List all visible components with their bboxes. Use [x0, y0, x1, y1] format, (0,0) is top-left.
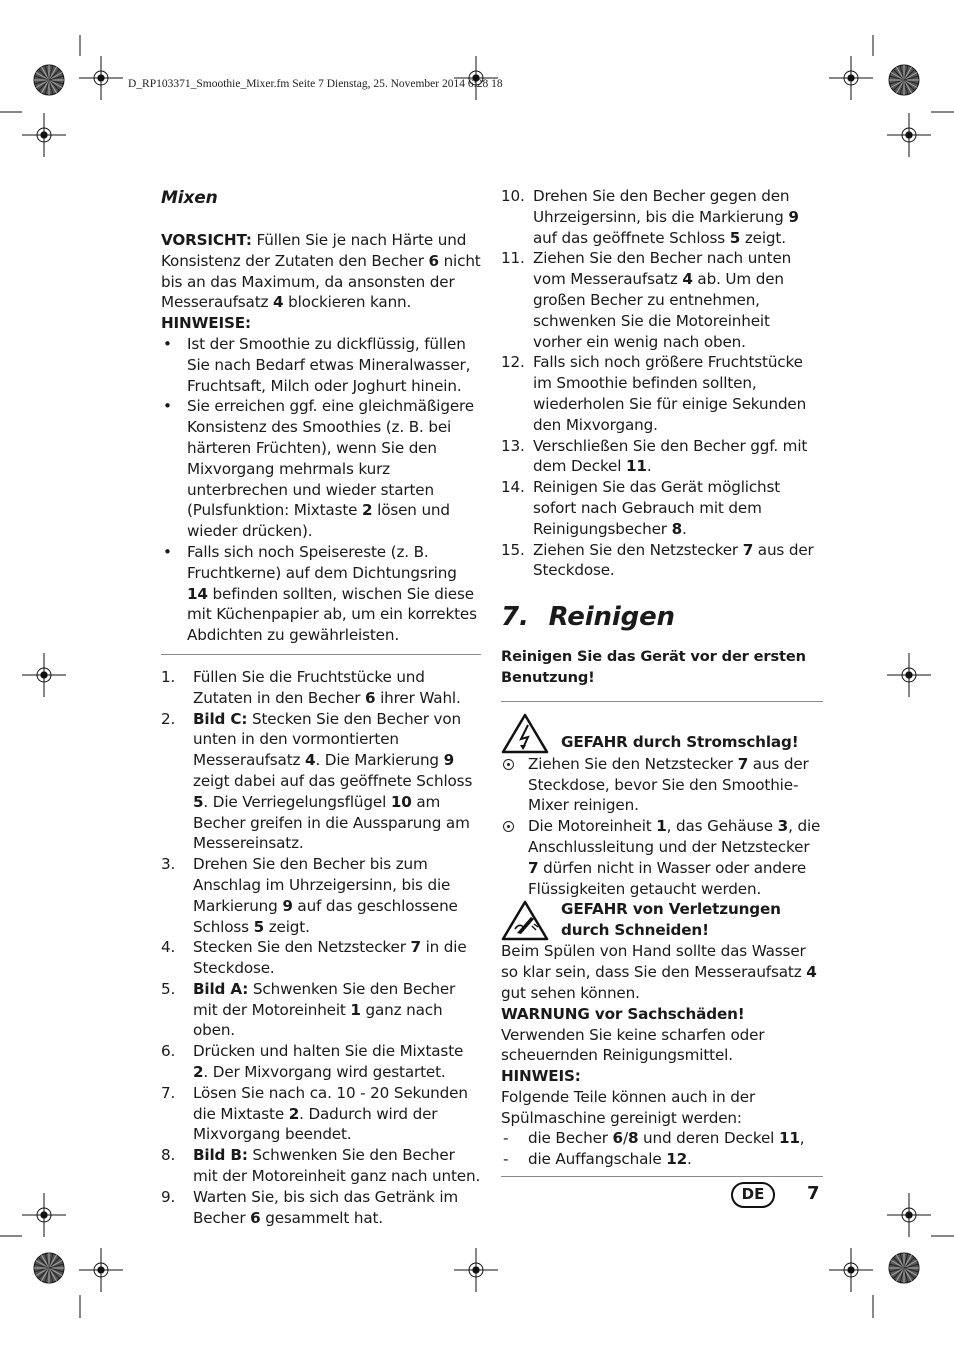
text-run: blockieren kann.	[283, 293, 412, 312]
step-number: 7.	[161, 1083, 176, 1102]
text-run: Lösen Sie nach ca. 10 - 20 Sekunden die Mixtaste	[193, 1083, 468, 1123]
reference-number: 1	[350, 1000, 361, 1019]
text-run: befinden sollten, wischen Sie diese mit Küchenpapier ab, um ein korrektes Abdichten zu gewährleisten.	[187, 584, 477, 645]
notes-label: HINWEISE:	[161, 314, 251, 333]
list-item	[161, 667, 481, 709]
step-number: 4.	[161, 938, 176, 957]
text-run: Ziehen Sie den Netzstecker	[528, 754, 738, 773]
step-number: 12.	[501, 353, 525, 372]
text-run: Sie erreichen ggf. eine gleichmäßigere Konsistenz des Smoothies (z. B. bei härteren Früchten), wenn Sie den Mixvorgang mehrmals kurz unterbrechen und wieder starten (Pulsfunktion: Mixtaste	[187, 397, 474, 520]
mixing-steps-list-continued	[501, 186, 823, 581]
list-item	[161, 334, 481, 396]
caution-paragraph	[161, 230, 481, 313]
reference-number: 7	[410, 938, 421, 957]
section-heading	[501, 601, 823, 633]
reference-number: 7	[737, 754, 749, 773]
reference-number: 8	[627, 1129, 639, 1148]
list-item	[501, 816, 823, 899]
text-run: .	[646, 457, 652, 476]
language-badge: DE	[731, 1182, 775, 1208]
text-run: am Becher greifen in die Aussparung am Messereinsatz.	[193, 792, 470, 853]
list-item	[501, 1128, 823, 1149]
dishwasher-parts-list	[501, 1128, 823, 1170]
reference-number: 4	[682, 270, 693, 289]
reference-number: 14	[187, 584, 208, 603]
reference-number: 9	[788, 207, 799, 226]
text-run: . Dadurch wird der Mixvorgang beendet.	[193, 1104, 438, 1144]
step-number: 5.	[161, 979, 176, 998]
reference-number: 5	[193, 792, 204, 811]
reference-number: 6	[250, 1208, 261, 1227]
step-number: 10.	[501, 187, 525, 205]
reference-number: 10	[390, 792, 412, 811]
left-column	[161, 186, 481, 1228]
text-run: zeigt.	[264, 917, 310, 936]
text-run: Beim Spülen von Hand sollte das Wasser so klar sein, dass Sie den Messeraufsatz	[501, 942, 807, 982]
text-run: . Die Markierung	[315, 751, 444, 770]
text-run: Füllen Sie je nach Härte und Konsistenz der Zutaten den Becher	[161, 231, 467, 270]
text-run: Drehen Sie den Becher gegen den Uhrzeigersinn, bis die Markierung	[533, 187, 790, 226]
list-item	[161, 1041, 481, 1083]
mixing-steps-list	[161, 667, 481, 1229]
text-run: aus der Steckdose.	[533, 540, 814, 580]
list-item	[501, 186, 823, 248]
list-item	[161, 1083, 481, 1145]
list-item	[501, 477, 823, 539]
section-title: Reinigen	[548, 602, 675, 633]
text-run: Ist der Smoothie zu dickflüssig, füllen Sie nach Bedarf etwas Mineralwasser, Fruchtsaft, Milch oder Joghurt hinein.	[187, 334, 471, 395]
list-item	[161, 854, 481, 937]
reference-number: 1	[656, 817, 667, 836]
list-item	[161, 709, 481, 855]
text-run: in die Steckdose.	[193, 938, 467, 978]
text-run: lösen und wieder drücken).	[187, 501, 450, 541]
step-number: 2.	[161, 709, 176, 728]
danger-shock-row	[501, 712, 823, 754]
reference-number: 6	[612, 1129, 623, 1148]
text-run: , das Gehäuse	[666, 817, 778, 836]
notes-bullet-list	[161, 334, 481, 646]
text-run: auf das geschlossene Schloss	[193, 896, 458, 936]
reference-number: 12	[666, 1150, 688, 1169]
reference-number: Bild B:	[193, 1146, 248, 1165]
list-item	[161, 1145, 481, 1187]
list-item	[501, 754, 823, 816]
danger-cut-title: GEFAHR von Verletzungen durch Schneiden!	[561, 900, 781, 940]
step-number: 3.	[161, 855, 176, 874]
reference-number: 8	[671, 519, 682, 538]
step-number: 9.	[161, 1187, 176, 1206]
text-run: die Becher	[528, 1129, 613, 1148]
reference-number: 3	[777, 817, 789, 836]
text-run: Drehen Sie den Becher bis zum Anschlag im Uhrzeigersinn, bis die Markierung	[193, 855, 451, 915]
text-run: .	[681, 519, 687, 538]
list-item	[161, 979, 481, 1041]
danger-shock-list	[501, 754, 823, 900]
danger-cut-row	[501, 899, 823, 941]
list-item	[161, 396, 481, 542]
step-number: 14.	[501, 478, 525, 497]
reference-number: 2	[288, 1104, 300, 1123]
reference-number: 4	[806, 963, 817, 982]
text-run: gut sehen können.	[501, 983, 640, 1002]
reference-number: 6	[365, 688, 376, 707]
text-run: . Der Mixvorgang wird gestartet.	[203, 1063, 446, 1082]
reference-number: 4	[273, 293, 284, 312]
circle-bullet-icon	[503, 821, 514, 832]
intro-bold: Reinigen Sie das Gerät vor der ersten Benutzung!	[501, 648, 806, 686]
text-run: ,	[799, 1129, 805, 1148]
text-run: und deren Deckel	[638, 1129, 779, 1148]
step-number: 13.	[501, 436, 525, 455]
step-number: 11.	[501, 249, 525, 268]
text-run: ihrer Wahl.	[375, 688, 461, 707]
list-item	[501, 248, 823, 352]
list-item	[501, 540, 823, 582]
text-run: nicht bis an das Maximum, da ansonsten der Messeraufsatz	[161, 251, 481, 312]
warning-text: Verwenden Sie keine scharfen oder scheuernden Reinigungsmittel.	[501, 1025, 765, 1065]
reference-number: Bild C:	[193, 709, 248, 728]
text-run: Falls sich noch Speisereste (z. B. Fruchtkerne) auf dem Dichtungsring	[187, 542, 457, 582]
step-number: 8.	[161, 1146, 176, 1165]
warning-title: WARNUNG vor Sachschäden!	[501, 1004, 745, 1023]
text-run: Stecken Sie den Netzstecker	[193, 938, 411, 957]
text-run: dürfen nicht in Wasser oder andere Flüssigkeiten getaucht werden.	[528, 858, 807, 898]
text-run: Verschließen Sie den Becher ggf. mit dem Deckel	[533, 436, 808, 476]
text-run: die Auffangschale	[528, 1150, 667, 1169]
divider	[161, 654, 481, 655]
step-number: 15.	[501, 540, 525, 559]
text-run: aus der Steckdose, bevor Sie den Smoothie-Mixer reinigen.	[528, 754, 809, 815]
reference-number: 7	[742, 540, 754, 559]
text-run: /	[622, 1129, 628, 1148]
reference-number: 11	[626, 457, 647, 476]
divider	[501, 701, 823, 702]
step-number: 1.	[161, 667, 176, 686]
list-item	[161, 1187, 481, 1229]
note-text: Folgende Teile können auch in der Spülmaschine gereinigt werden:	[501, 1087, 756, 1127]
list-item	[501, 352, 823, 435]
danger-shock-title: GEFAHR durch Stromschlag!	[561, 732, 799, 751]
list-item	[161, 937, 481, 979]
text-run: . Die Verriegelungsflügel	[203, 792, 391, 811]
reference-number: 5	[729, 228, 741, 247]
reference-number: 2	[193, 1063, 204, 1082]
text-run: ab. Um den großen Becher zu entnehmen, schwenken Sie die Motoreinheit vorher ein wenig nach oben.	[533, 270, 784, 351]
text-run: Ziehen Sie den Netzstecker	[533, 540, 743, 559]
cut-warning-icon	[501, 899, 549, 941]
text-run: Schwenken Sie den Becher mit der Motoreinheit ganz nach unten.	[193, 1146, 481, 1186]
text-run: Ziehen Sie den Becher nach unten vom Messeraufsatz	[533, 249, 792, 289]
note-title: HINWEIS:	[501, 1067, 581, 1086]
text-run: Warten Sie, bis sich das Getränk im Becher	[193, 1187, 459, 1227]
text-run: auf das geöffnete Schloss	[533, 228, 730, 247]
text-run: Die Motoreinheit	[528, 817, 657, 836]
list-item	[501, 436, 823, 478]
list-item	[161, 542, 481, 646]
subheading-mixen: Mixen	[161, 188, 218, 208]
text-run: Stecken Sie den Becher von unten in den vormontierten Messeraufsatz	[193, 709, 461, 770]
reference-number: 9	[443, 751, 455, 770]
dash-bullet: -	[503, 1129, 509, 1148]
caution-label: VORSICHT:	[161, 231, 252, 249]
reference-number: 9	[282, 896, 293, 915]
text-run: , die Anschlussleitung und der Netzstecker	[528, 817, 821, 856]
reference-number: 4	[305, 751, 316, 770]
divider	[501, 1176, 823, 1177]
right-column	[501, 186, 823, 1177]
electric-shock-warning-icon	[501, 712, 549, 754]
text-run: zeigt dabei auf das geöffnete Schloss	[193, 771, 473, 790]
text-run: Drücken und halten Sie die Mixtaste	[193, 1042, 464, 1061]
reference-number: 2	[362, 501, 373, 520]
text-run: Schwenken Sie den Becher mit der Motoreinheit	[193, 979, 456, 1019]
cut-paragraph	[501, 941, 823, 1003]
page-number: 7	[807, 1183, 820, 1204]
text-run: Reinigen Sie das Gerät möglichst sofort nach Gebrauch mit dem Reinigungsbecher	[533, 478, 781, 538]
text-run: Falls sich noch größere Fruchtstücke im Smoothie befinden sollten, wiederholen Sie für einige Sekunden den Mixvorgang.	[533, 353, 807, 434]
text-run: ganz nach oben.	[193, 1000, 443, 1040]
reference-number: 5	[253, 917, 265, 936]
text-run: Füllen Sie die Fruchtstücke und Zutaten in den Becher	[193, 667, 425, 707]
reference-number: 6	[428, 251, 439, 270]
step-number: 6.	[161, 1042, 176, 1061]
file-header-line: D_RP103371_Smoothie_Mixer.fm Seite 7 Dienstag, 25. November 2014 6:28 18	[128, 78, 503, 90]
list-item	[501, 1149, 823, 1170]
reference-number: Bild A:	[193, 979, 249, 998]
text-run: gesammelt hat.	[260, 1208, 383, 1227]
reference-number: 7	[528, 858, 539, 877]
text-run: .	[687, 1150, 692, 1169]
circle-bullet-icon	[503, 759, 514, 770]
reference-number: 11	[778, 1129, 800, 1148]
text-run: zeigt.	[740, 228, 786, 247]
section-number: 7.	[501, 602, 529, 633]
dash-bullet: -	[503, 1150, 509, 1169]
